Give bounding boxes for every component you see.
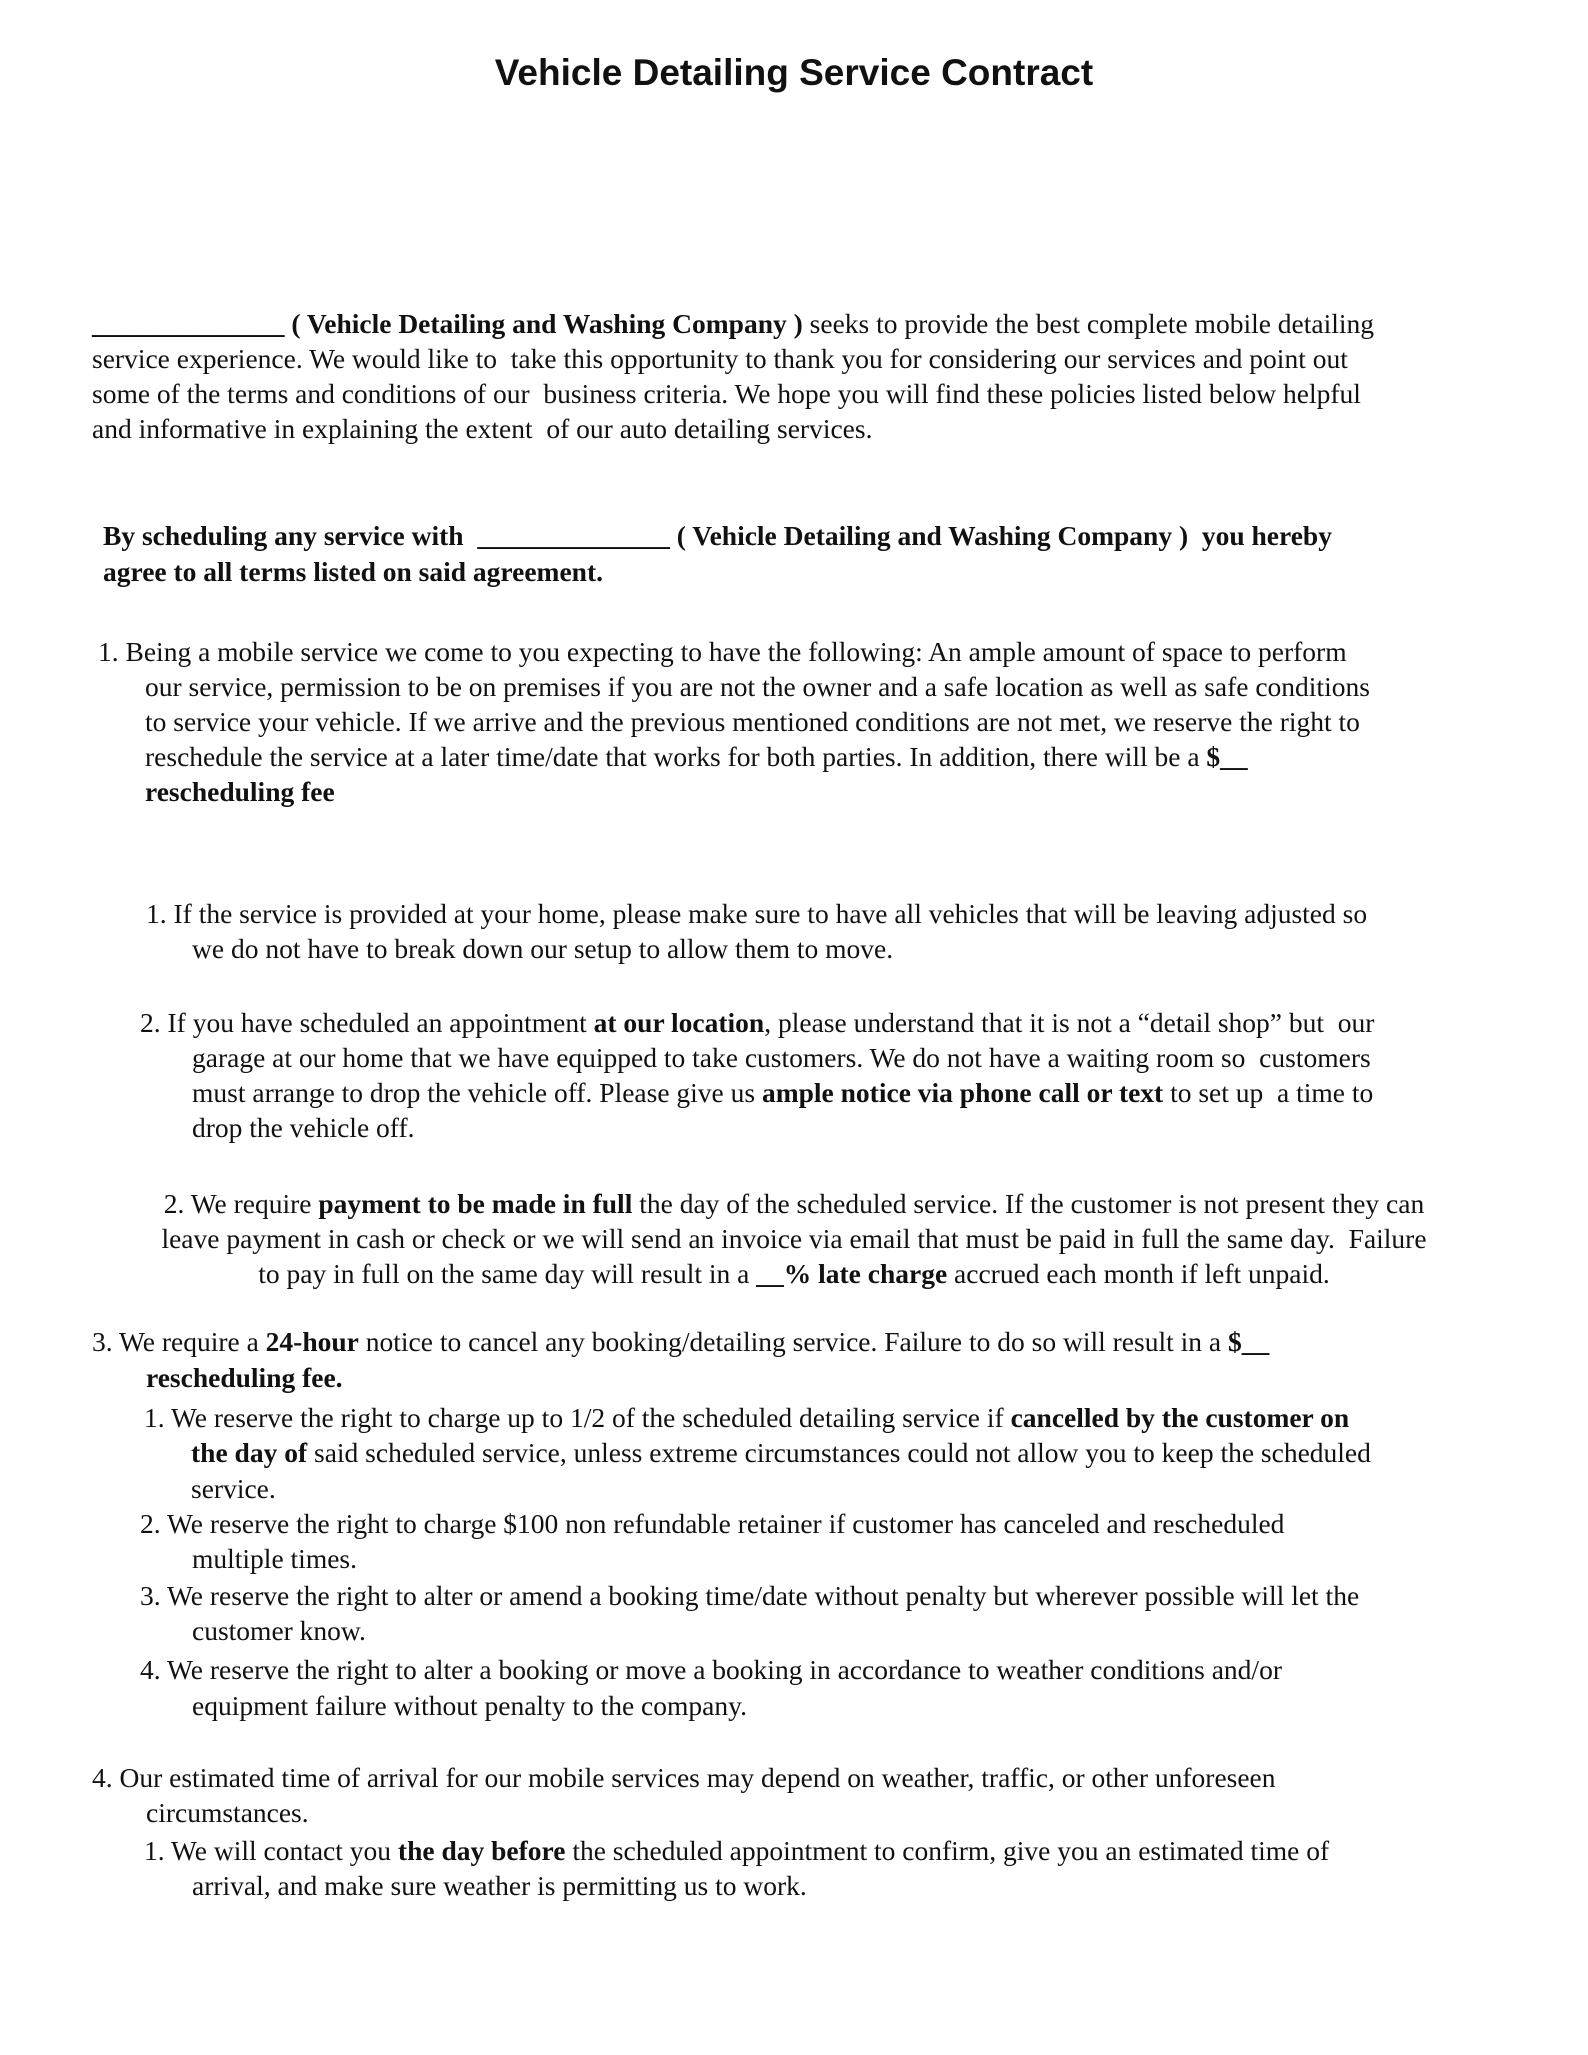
text: 1. We reserve the right to charge up to 1/2 of the scheduled detailing service if bbox=[144, 1402, 1011, 1433]
text-line bbox=[145, 669, 1370, 704]
bold-text: agree to all terms listed on said agreement. bbox=[103, 556, 603, 587]
text: and informative in explaining the extent of our auto detailing services. bbox=[92, 413, 873, 444]
text: to set up a time to bbox=[1163, 1077, 1374, 1108]
text: drop the vehicle off. bbox=[192, 1112, 415, 1143]
text: service experience. We would like to take this opportunity to thank you for considering our services and point out bbox=[92, 343, 1348, 374]
text: reschedule the service at a later time/date that works for both parties. In addition, there will be a bbox=[145, 741, 1207, 772]
bold-text: at our location bbox=[593, 1007, 765, 1038]
text: 1. If the service is provided at your home, please make sure to have all vehicles that will be leaving adjusted so bbox=[146, 898, 1368, 929]
text: to service your vehicle. If we arrive and the previous mentioned conditions are not met, we reserve the right to bbox=[145, 706, 1360, 737]
text-line bbox=[192, 1040, 1371, 1075]
text-line bbox=[146, 1360, 343, 1395]
bold-text: rescheduling fee. bbox=[146, 1362, 343, 1393]
text-line bbox=[92, 1324, 1269, 1359]
text-line bbox=[92, 411, 872, 446]
text-line bbox=[191, 1471, 276, 1506]
text: 4. We reserve the right to alter a booking or move a booking in accordance to weather conditions and/or bbox=[140, 1654, 1282, 1685]
text: 1. Being a mobile service we come to you expecting to have the following: An ample amount of space to perform bbox=[98, 636, 1347, 667]
bold-text: ample notice via phone call or text bbox=[761, 1077, 1164, 1108]
text: 3. We require a bbox=[92, 1326, 266, 1357]
text-line bbox=[192, 931, 893, 966]
text-line bbox=[192, 1868, 807, 1903]
text-line bbox=[92, 1760, 1276, 1795]
text: 2. We reserve the right to charge $100 non refundable retainer if customer has canceled and rescheduled bbox=[140, 1508, 1285, 1539]
text: we do not have to break down our setup to allow them to move. bbox=[192, 933, 894, 964]
text-line bbox=[0, 1221, 1588, 1256]
bold-text: cancelled by the customer on bbox=[1010, 1402, 1350, 1433]
text: the scheduled appointment to confirm, give you an estimated time of bbox=[565, 1835, 1330, 1866]
bold-text: payment to be made in full bbox=[318, 1188, 633, 1219]
text: 2. We require bbox=[163, 1188, 319, 1219]
text-line bbox=[144, 1833, 1329, 1868]
text: our service, permission to be on premises if you are not the owner and a safe location as well as safe conditions bbox=[145, 671, 1370, 702]
text: service. bbox=[191, 1473, 276, 1504]
text-line bbox=[92, 341, 1348, 376]
bold-text: 24-hour bbox=[265, 1326, 359, 1357]
text-line bbox=[140, 1652, 1282, 1687]
bold-text: By scheduling any service with ______________ ( Vehicle Detailing and Washing Company ) you hereby bbox=[103, 520, 1332, 551]
text: seeks to provide the best complete mobile detailing bbox=[802, 308, 1375, 339]
text-line bbox=[144, 1400, 1349, 1435]
text-line bbox=[0, 1256, 1588, 1291]
text: customer know. bbox=[192, 1615, 366, 1646]
text-line bbox=[92, 306, 1374, 341]
bold-text: $__ bbox=[1227, 1326, 1270, 1357]
text: some of the terms and conditions of our business criteria. We hope you will find these policies listed below helpful bbox=[92, 378, 1361, 409]
text: multiple times. bbox=[192, 1543, 357, 1574]
text-line bbox=[192, 1541, 357, 1576]
text-line bbox=[103, 518, 1332, 553]
bold-text: ______________ ( Vehicle Detailing and Washing Company ) bbox=[92, 308, 803, 339]
text-line bbox=[140, 1506, 1284, 1541]
text-line bbox=[146, 896, 1367, 931]
text-line bbox=[192, 1075, 1373, 1110]
text-line bbox=[146, 1795, 309, 1830]
text: 4. Our estimated time of arrival for our mobile services may depend on weather, traffic, or other unforeseen bbox=[92, 1762, 1276, 1793]
text: arrival, and make sure weather is permitting us to work. bbox=[192, 1870, 807, 1901]
bold-text: __% late charge bbox=[756, 1258, 948, 1289]
bold-text: the day of bbox=[191, 1437, 308, 1468]
text: , please understand that it is not a “detail shop” but our bbox=[764, 1007, 1375, 1038]
text-line bbox=[192, 1613, 366, 1648]
text: 3. We reserve the right to alter or amend a booking time/date without penalty but wherever possible will let the bbox=[140, 1580, 1360, 1611]
text: leave payment in cash or check or we will send an invoice via email that must be paid in full the same day. Failure bbox=[161, 1223, 1427, 1254]
text-line bbox=[0, 1186, 1588, 1221]
page-title: Vehicle Detailing Service Contract bbox=[494, 52, 1094, 93]
text-line bbox=[145, 774, 335, 809]
text: garage at our home that we have equipped to take customers. We do not have a waiting room so customers bbox=[192, 1042, 1371, 1073]
text: to pay in full on the same day will result in a bbox=[258, 1258, 757, 1289]
text: said scheduled service, unless extreme circumstances could not allow you to keep the scheduled bbox=[307, 1437, 1371, 1468]
bold-text: the day before bbox=[397, 1835, 566, 1866]
text: equipment failure without penalty to the company. bbox=[192, 1690, 747, 1721]
text-line bbox=[103, 554, 603, 589]
text-line bbox=[145, 739, 1248, 774]
text: must arrange to drop the vehicle off. Please give us bbox=[192, 1077, 762, 1108]
text-line bbox=[98, 634, 1347, 669]
text-line bbox=[140, 1005, 1374, 1040]
text: notice to cancel any booking/detailing service. Failure to do so will result in a bbox=[358, 1326, 1228, 1357]
text-line bbox=[92, 376, 1361, 411]
text-line bbox=[192, 1110, 414, 1145]
bold-text: rescheduling fee bbox=[145, 776, 335, 807]
text: circumstances. bbox=[146, 1797, 309, 1828]
text-line bbox=[140, 1578, 1359, 1613]
text: 1. We will contact you bbox=[144, 1835, 398, 1866]
text: the day of the scheduled service. If the customer is not present they can bbox=[632, 1188, 1425, 1219]
text-line bbox=[145, 704, 1360, 739]
text: accrued each month if left unpaid. bbox=[947, 1258, 1330, 1289]
text-line bbox=[191, 1435, 1371, 1470]
bold-text: $__ bbox=[1206, 741, 1248, 772]
text: 2. If you have scheduled an appointment bbox=[140, 1007, 594, 1038]
text-line bbox=[192, 1688, 747, 1723]
